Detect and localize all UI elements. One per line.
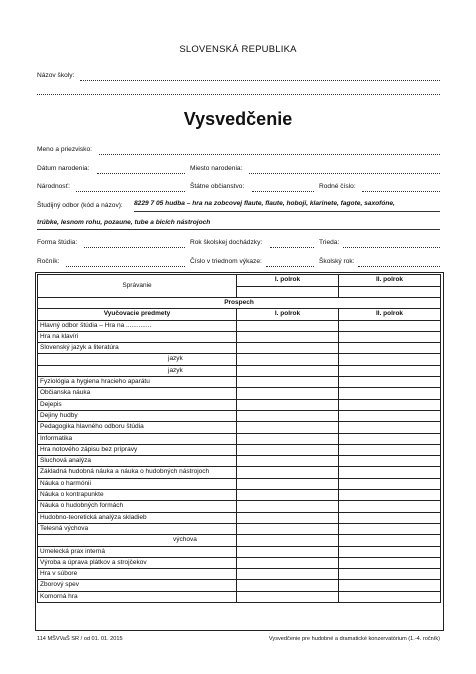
subject-sem2-grade[interactable]	[339, 490, 441, 501]
citizenship-field[interactable]	[252, 191, 314, 192]
birth-date-label: Dátum narodenia:	[37, 165, 90, 172]
subject-sem1-grade[interactable]	[237, 343, 339, 354]
table-row	[38, 512, 441, 523]
birth-place-label: Miesto narodenia:	[190, 165, 243, 172]
subject-name: Fyziológia a hygiena hracieho aparátu	[38, 377, 237, 388]
subject-sem2-grade[interactable]	[339, 331, 441, 342]
table-row	[38, 490, 441, 501]
study-form-label: Forma štúdia:	[37, 239, 78, 246]
subject-sem1-grade[interactable]	[237, 422, 339, 433]
subject-sem1-grade[interactable]	[237, 523, 339, 534]
school-attendance-year-field[interactable]	[270, 247, 314, 248]
citizenship-label: Štátne občianstvo:	[190, 183, 245, 190]
subject-sem2-grade[interactable]	[339, 388, 441, 399]
table-row	[38, 365, 441, 376]
subject-name: Hra notového zápisu bez prípravy	[38, 444, 237, 455]
subject-sem2-grade[interactable]	[339, 546, 441, 557]
subject-sem1-grade[interactable]	[237, 399, 339, 410]
subject-name: Hudobno-teoretická analýza skladieb	[38, 512, 237, 523]
subject-sem2-grade[interactable]	[339, 354, 441, 365]
subjects-sem1-header: I. polrok	[237, 309, 339, 320]
subject-name: Hra na klavíri	[38, 331, 237, 342]
subject-name: jazyk	[38, 354, 237, 365]
study-form-field[interactable]	[84, 247, 185, 248]
register-number-label: Číslo v triednom výkaze:	[190, 258, 262, 265]
table-row	[38, 444, 441, 455]
subject-name: Dejiny hudby	[38, 410, 237, 421]
school-year-label: Školský rok:	[319, 258, 355, 265]
behaviour-sem2-header: II. polrok	[339, 275, 441, 287]
subject-name: Sluchová analýza	[38, 456, 237, 467]
subjects-sem2-header: II. polrok	[339, 309, 441, 320]
subject-name: Občianska náuka	[38, 388, 237, 399]
table-row	[38, 478, 441, 489]
study-field-underline-2	[37, 229, 440, 230]
table-row	[38, 275, 441, 287]
table-row	[38, 591, 441, 602]
subject-sem2-grade[interactable]	[339, 478, 441, 489]
table-row	[38, 433, 441, 444]
subject-sem2-grade[interactable]	[339, 399, 441, 410]
subject-name: Dejepis	[38, 399, 237, 410]
table-row	[38, 580, 441, 591]
footer-left: 114 MŠVVaŠ SR / od 01. 01. 2015	[37, 636, 123, 642]
subject-sem1-grade[interactable]	[237, 591, 339, 602]
nationality-field[interactable]	[76, 191, 185, 192]
subject-sem1-grade[interactable]	[237, 331, 339, 342]
grades-table	[37, 274, 441, 603]
grade-label: Ročník:	[37, 258, 60, 265]
subject-sem2-grade[interactable]	[339, 580, 441, 591]
table-row	[38, 331, 441, 342]
subject-sem2-grade[interactable]	[339, 422, 441, 433]
subject-sem2-grade[interactable]	[339, 343, 441, 354]
birth-date-field[interactable]	[97, 173, 185, 174]
school-attendance-year-label: Rok školskej dochádzky:	[190, 239, 263, 246]
subject-name: Komorná hra	[38, 591, 237, 602]
subject-sem1-grade[interactable]	[237, 444, 339, 455]
table-row	[38, 377, 441, 388]
subject-sem1-grade[interactable]	[237, 467, 339, 478]
class-label: Trieda:	[319, 239, 340, 246]
subject-name: Slovenský jazyk a literatúra	[38, 343, 237, 354]
table-row	[38, 343, 441, 354]
subject-sem2-grade[interactable]	[339, 365, 441, 376]
subject-sem1-grade[interactable]	[237, 433, 339, 444]
subject-sem2-grade[interactable]	[339, 467, 441, 478]
study-field-underline-1	[134, 211, 440, 212]
subject-sem1-grade[interactable]	[237, 365, 339, 376]
table-row	[38, 569, 441, 580]
behaviour-sem1-cell[interactable]	[237, 286, 339, 298]
subject-sem1-grade[interactable]	[237, 535, 339, 546]
subject-name: jazyk	[38, 365, 237, 376]
subject-name: Náuka o harmónii	[38, 478, 237, 489]
subject-sem1-grade[interactable]	[237, 320, 339, 331]
subject-name: Hra v súbore	[38, 569, 237, 580]
subject-name: Zborový spev	[38, 580, 237, 591]
school-name-label: Názov školy:	[37, 72, 75, 79]
subject-sem1-grade[interactable]	[237, 501, 339, 512]
birth-number-label: Rodné číslo:	[319, 183, 356, 190]
subject-name: Výroba a úprava plátkov a strojčekov	[38, 557, 237, 568]
subject-sem1-grade[interactable]	[237, 456, 339, 467]
study-field-value-1: 8229 7 05 hudba – hra na zobcovej flaute, flaute, hoboji, klarinete, fagote, saxofóne,	[134, 200, 395, 207]
register-number-field[interactable]	[266, 266, 314, 267]
table-row	[38, 501, 441, 512]
table-row	[38, 388, 441, 399]
behaviour-label: Správanie	[38, 275, 237, 298]
table-row	[38, 354, 441, 365]
subject-sem2-grade[interactable]	[339, 523, 441, 534]
table-row	[38, 422, 441, 433]
subject-name: Náuka o kontrapunkte	[38, 490, 237, 501]
table-row	[38, 467, 441, 478]
subjects-header: Vyučovacie predmety	[38, 309, 237, 320]
progress-heading: Prospech	[38, 298, 441, 309]
subject-sem1-grade[interactable]	[237, 569, 339, 580]
table-row	[38, 546, 441, 557]
subject-sem1-grade[interactable]	[237, 557, 339, 568]
subject-sem2-grade[interactable]	[339, 512, 441, 523]
grade-field[interactable]	[66, 266, 185, 267]
behaviour-sem1-header: I. polrok	[237, 275, 339, 287]
subject-name: Umelecká prax interná	[38, 546, 237, 557]
table-row	[38, 298, 441, 309]
subject-sem1-grade[interactable]	[237, 377, 339, 388]
school-name-field-2[interactable]	[37, 94, 440, 95]
table-row	[38, 456, 441, 467]
subject-name: Telesná výchova	[38, 523, 237, 534]
subject-sem2-grade[interactable]	[339, 444, 441, 455]
subject-sem2-grade[interactable]	[339, 377, 441, 388]
table-row	[38, 523, 441, 534]
study-field-value-2: trúbke, lesnom rohu, pozaune, tube a bicích nástrojoch	[37, 219, 211, 226]
subject-name: Informatika	[38, 433, 237, 444]
table-row	[38, 399, 441, 410]
table-row	[38, 535, 441, 546]
subject-name: Základná hudobná náuka a náuka o hudobných nástrojoch	[38, 467, 237, 478]
document-title: Vysvedčenie	[183, 109, 293, 129]
subject-sem2-grade[interactable]	[339, 456, 441, 467]
nationality-label: Národnosť:	[37, 183, 70, 190]
name-field[interactable]	[99, 154, 440, 155]
school-year-field[interactable]	[358, 266, 440, 267]
subject-sem1-grade[interactable]	[237, 354, 339, 365]
table-row	[38, 410, 441, 421]
subject-sem1-grade[interactable]	[237, 546, 339, 557]
subject-sem2-grade[interactable]	[339, 557, 441, 568]
birth-place-field[interactable]	[249, 173, 440, 174]
school-name-field[interactable]	[80, 80, 440, 81]
subject-name: Náuka o hudobných formách	[38, 501, 237, 512]
birth-number-field[interactable]	[362, 191, 440, 192]
subject-sem2-grade[interactable]	[339, 535, 441, 546]
behaviour-sem2-cell[interactable]	[339, 286, 441, 298]
subject-name: Hlavný odbor štúdia – Hra na ..............	[38, 320, 237, 331]
name-label: Meno a priezvisko:	[37, 146, 92, 153]
subject-sem2-grade[interactable]	[339, 433, 441, 444]
study-field-label: Študijný odbor (kód a názov):	[37, 202, 123, 209]
subject-sem1-grade[interactable]	[237, 512, 339, 523]
table-row	[38, 309, 441, 320]
subject-name: Pedagogika hlavného odboru štúdia	[38, 422, 237, 433]
subject-sem1-grade[interactable]	[237, 410, 339, 421]
table-row	[38, 557, 441, 568]
subject-sem1-grade[interactable]	[237, 490, 339, 501]
subject-sem2-grade[interactable]	[339, 410, 441, 421]
subject-sem1-grade[interactable]	[237, 478, 339, 489]
class-field[interactable]	[343, 247, 440, 248]
subject-sem1-grade[interactable]	[237, 388, 339, 399]
table-row	[38, 320, 441, 331]
country-heading: SLOVENSKÁ REPUBLIKA	[179, 44, 297, 55]
subject-sem2-grade[interactable]	[339, 591, 441, 602]
subject-sem2-grade[interactable]	[339, 320, 441, 331]
footer-right: Vysvedčenie pre hudobné a dramatické konzervatórium (1.-4. ročník)	[268, 636, 440, 642]
subject-sem2-grade[interactable]	[339, 501, 441, 512]
subject-sem1-grade[interactable]	[237, 580, 339, 591]
subject-name: výchova	[38, 535, 237, 546]
subject-sem2-grade[interactable]	[339, 569, 441, 580]
